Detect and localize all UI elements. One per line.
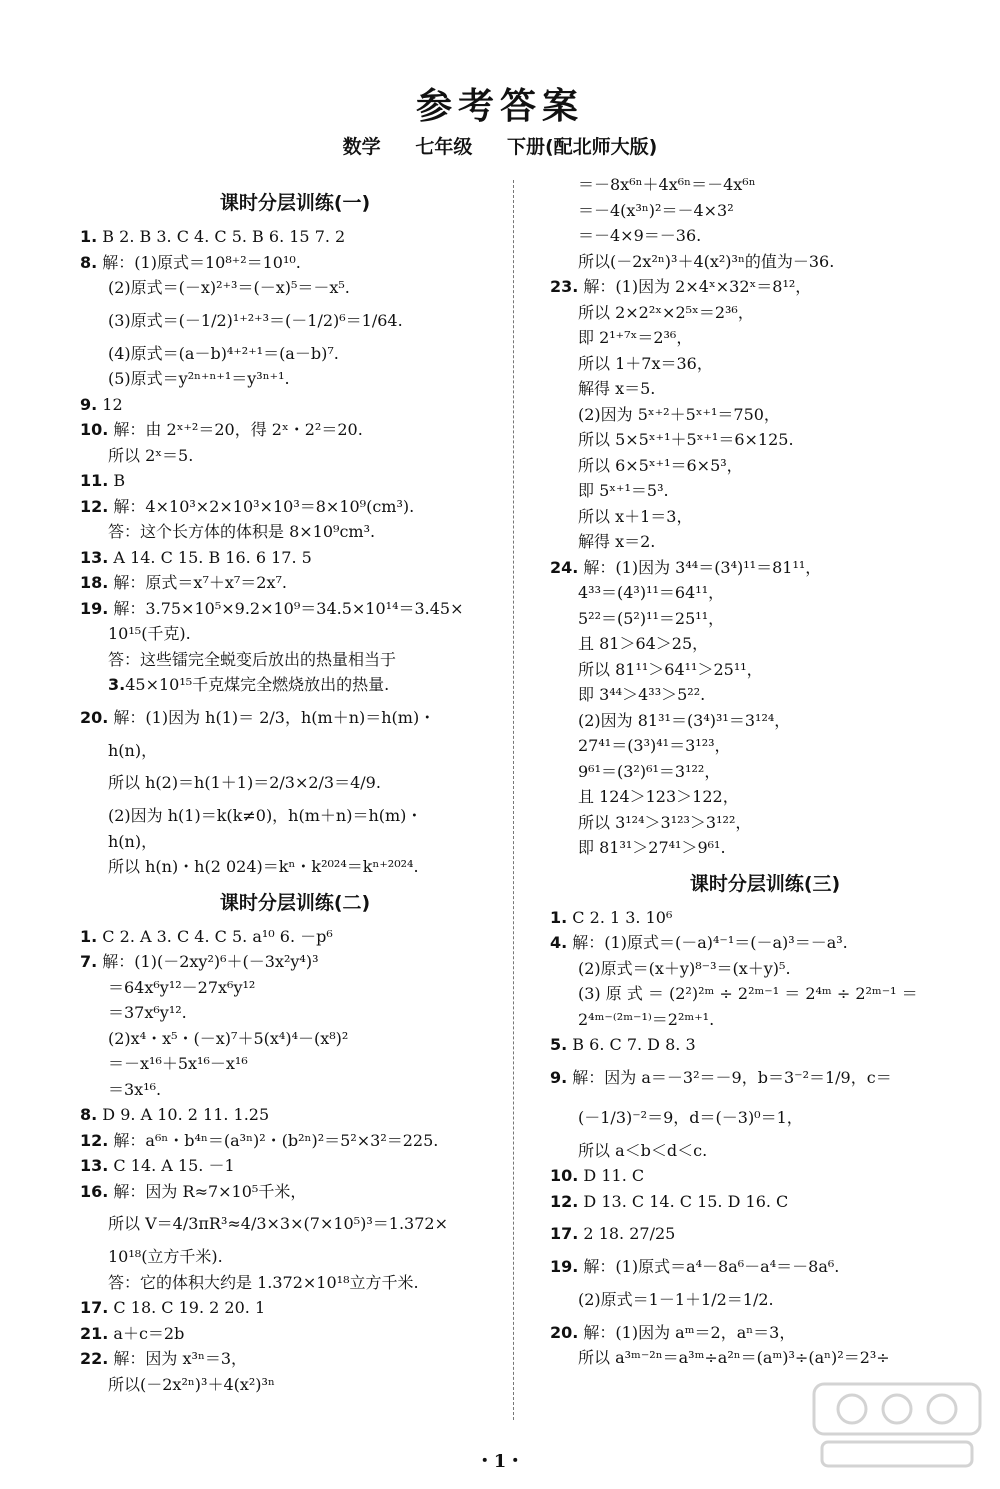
answer-line: h(n)， xyxy=(108,740,158,760)
answer-line xyxy=(80,1153,510,1179)
question-number: 20. xyxy=(550,1322,579,1342)
answer-line: (2)x⁴・x⁵・(－x)⁷＋5(x⁴)⁴－(x⁸)² xyxy=(108,1028,349,1048)
answer-line xyxy=(80,672,510,698)
answer-line: 所以 2×2²ˣ×2⁵ˣ＝2³⁶， xyxy=(578,302,754,322)
section-heading: 课时分层训练(一) xyxy=(219,192,371,214)
answer-text: 解：(1)原式＝10⁸⁺²＝10¹⁰. xyxy=(97,252,301,272)
question-number: 18. xyxy=(80,573,109,592)
answer-text: B 2. B 3. C 4. C 5. B 6. 15 7. 2 xyxy=(97,227,346,246)
answer-line xyxy=(80,224,510,250)
answer-line xyxy=(80,1102,510,1128)
answer-text: 解：(1)因为 3⁴⁴＝(3⁴)¹¹＝81¹¹， xyxy=(578,557,822,577)
answer-text: 解：(1)因为 aᵐ＝2，aⁿ＝3， xyxy=(578,1322,796,1342)
answer-line xyxy=(550,905,980,931)
left-answer-column xyxy=(80,180,510,1397)
answer-line: 解得 x＝5. xyxy=(578,379,656,398)
answer-line: 27⁴¹＝(3³)⁴¹＝3¹²³， xyxy=(578,736,731,755)
answer-line xyxy=(80,545,510,571)
answer-line xyxy=(550,1254,980,1280)
answer-line: ＝－4×9＝－36. xyxy=(578,226,702,245)
answer-line: 9⁶¹＝(3²)⁶¹＝3¹²²， xyxy=(578,761,721,781)
answer-line xyxy=(80,494,510,520)
question-number: 8. xyxy=(80,252,98,272)
page-number: ・1・ xyxy=(475,1451,525,1472)
question-number: 19. xyxy=(80,598,109,618)
answer-text: 解：4×10³×2×10³×10³＝8×10⁹(cm³). xyxy=(108,496,415,516)
right-answer-column xyxy=(550,172,980,1371)
question-number: 13. xyxy=(80,547,109,567)
question-number: 5. xyxy=(550,1035,568,1054)
question-number: 1. xyxy=(550,907,568,927)
answer-line xyxy=(550,1189,980,1215)
question-number: 8. xyxy=(80,1105,98,1124)
answer-line: 即 81³¹＞27⁴¹＞9⁶¹. xyxy=(578,838,726,857)
section-heading: 课时分层训练(二) xyxy=(219,891,371,914)
answer-text: 解：(1)因为 2×4ˣ×32ˣ＝8¹²， xyxy=(578,277,812,296)
answer-text: B 6. C 7. D 8. 3 xyxy=(567,1035,696,1054)
answer-text: 解：因为 x³ⁿ＝3， xyxy=(108,1349,248,1368)
answer-line xyxy=(550,1163,980,1189)
answer-line: (2)因为 h(1)＝k(k≠0)，h(m＋n)＝h(m)・ xyxy=(108,806,423,825)
answer-text: C 18. C 19. 2 20. 1 xyxy=(108,1298,266,1317)
answer-line: 所以 a³ᵐ⁻²ⁿ＝a³ᵐ÷a²ⁿ＝(aᵐ)³÷(aⁿ)²＝2³÷ xyxy=(578,1348,890,1367)
answer-text: 解：因为 R≈7×10⁵千米， xyxy=(108,1181,307,1201)
question-number: 12. xyxy=(550,1191,579,1211)
answer-text: D 9. A 10. 2 11. 1.25 xyxy=(97,1105,270,1124)
answer-line: 且 124＞123＞122， xyxy=(578,787,739,806)
grade-label: 七年级 xyxy=(415,136,473,158)
question-number: 17. xyxy=(80,1298,109,1317)
answer-line: 5²²＝(5²)¹¹＝25¹¹， xyxy=(578,608,725,628)
answer-line: 所以 x＋1＝3， xyxy=(578,506,693,526)
answer-line: ＝37x⁶y¹². xyxy=(108,1003,187,1022)
answer-text: 解：3.75×10⁵×9.2×10⁹＝34.5×10¹⁴＝3.45× xyxy=(108,598,464,618)
page-title: 参考答案 xyxy=(415,86,584,127)
answer-text: A 14. C 15. B 16. 6 17. 5 xyxy=(108,547,312,567)
answer-line: 所以 V＝4/3πR³≈4/3×3×(7×10⁵)³＝1.372× xyxy=(108,1214,448,1233)
answer-line: ＝－4(x³ⁿ)²＝－4×3² xyxy=(578,200,734,220)
answer-line xyxy=(80,1346,510,1372)
answer-line: 10¹⁵(千克). xyxy=(108,624,191,643)
answer-text: C 2. 1 3. 10⁶ xyxy=(567,907,673,927)
answer-line: ＝－8x⁶ⁿ＋4x⁶ⁿ＝－4x⁶ⁿ xyxy=(578,175,756,194)
answer-text: 解：(1)因为 h(1)＝ 2/3，h(m＋n)＝h(m)・ xyxy=(108,707,436,727)
answer-line: 即 2¹⁺⁷ˣ＝2³⁶， xyxy=(578,328,693,347)
answer-line: 所以 1＋7x＝36， xyxy=(578,353,713,373)
answer-line xyxy=(80,570,510,596)
answer-line xyxy=(80,698,510,738)
answer-line: ＝－x¹⁶＋5x¹⁶－x¹⁶ xyxy=(108,1054,248,1073)
answer-line: h(n)， xyxy=(108,831,158,851)
question-number: 9. xyxy=(550,1067,568,1087)
question-number: 12. xyxy=(80,1130,109,1150)
answer-text: 45×10¹⁵千克煤完全燃烧放出的热量. xyxy=(125,675,390,694)
answer-line: ＝64x⁶y¹²－27x⁶y¹² xyxy=(108,977,256,997)
answer-line xyxy=(550,930,980,956)
answer-line: 答：它的体积大约是 1.372×10¹⁸立方千米. xyxy=(108,1272,419,1292)
question-number: 16. xyxy=(80,1181,109,1201)
answer-line xyxy=(550,555,980,581)
answer-line: (5)原式＝y²ⁿ⁺ⁿ⁺¹＝y³ⁿ⁺¹. xyxy=(108,369,290,388)
answer-text: 解：原式＝x⁷＋x⁷＝2x⁷. xyxy=(108,573,288,592)
question-number: 20. xyxy=(80,707,109,727)
answer-line: 所以 2ˣ＝5. xyxy=(108,445,194,465)
question-number: 10. xyxy=(550,1166,579,1185)
answer-line xyxy=(80,417,510,443)
answer-line xyxy=(80,392,510,418)
answer-line: 10¹⁸(立方千米). xyxy=(108,1247,223,1266)
question-number: 21. xyxy=(80,1323,109,1343)
column-divider xyxy=(513,180,514,1420)
question-number: 3. xyxy=(108,675,126,694)
answer-line: 答：这些镭完全蜕变后放出的热量相当于 xyxy=(108,649,397,669)
answer-text: D 13. C 14. C 15. D 16. C xyxy=(578,1191,789,1211)
answer-line: (4)原式＝(a－b)⁴⁺²⁺¹＝(a－b)⁷. xyxy=(108,343,339,363)
question-number: 19. xyxy=(550,1257,579,1276)
answer-line: 答：这个长方体的体积是 8×10⁹cm³. xyxy=(108,522,376,541)
answer-text: 解：a⁶ⁿ・b⁴ⁿ＝(a³ⁿ)²・(b²ⁿ)²＝5²×3²＝225. xyxy=(108,1130,439,1150)
question-number: 13. xyxy=(80,1156,109,1175)
page-subtitle xyxy=(0,132,1000,159)
answer-line xyxy=(80,1295,510,1321)
answer-text: C 2. A 3. C 4. C 5. a¹⁰ 6. －p⁶ xyxy=(97,926,333,946)
answer-line: (2)原式＝1－1＋1/2＝1/2. xyxy=(578,1289,774,1309)
answer-line xyxy=(80,468,510,494)
question-number: 4. xyxy=(550,933,568,952)
answer-line: 所以 6×5ˣ⁺¹＝6×5³， xyxy=(578,455,743,475)
answer-text: 解：(1)(－2xy²)⁶＋(－3x²y⁴)³ xyxy=(97,952,319,971)
question-number: 9. xyxy=(80,394,98,414)
question-number: 12. xyxy=(80,496,109,516)
answer-line: ＝3x¹⁶. xyxy=(108,1079,162,1099)
answer-line xyxy=(80,1179,510,1205)
answer-line: (－1/3)⁻²＝9，d＝(－3)⁰＝1， xyxy=(578,1107,803,1127)
answer-line xyxy=(80,1321,510,1347)
answer-text: 解：由 2ˣ⁺²＝20，得 2ˣ・2²＝20. xyxy=(108,420,363,439)
watermark-logo-icon xyxy=(812,1380,982,1470)
answer-line xyxy=(80,596,510,622)
answer-line: (3)原式＝(－1/2)¹⁺²⁺³＝(－1/2)⁶＝1/64. xyxy=(108,310,403,330)
answer-text: C 14. A 15. －1 xyxy=(108,1156,235,1175)
volume-label: 下册(配北师大版) xyxy=(506,136,658,158)
question-number: 1. xyxy=(80,926,98,946)
answer-text: 解：(1)原式＝(－a)⁴⁻¹＝(－a)³＝－a³. xyxy=(567,933,848,952)
answer-line: 解得 x＝2. xyxy=(578,532,656,551)
question-number: 17. xyxy=(550,1224,579,1243)
question-number: 22. xyxy=(80,1349,109,1368)
subject-label: 数学 xyxy=(342,136,381,158)
answer-line xyxy=(80,250,510,276)
answer-text: D 11. C xyxy=(578,1166,645,1185)
answer-line: 2⁴ᵐ⁻⁽²ᵐ⁻¹⁾＝2²ᵐ⁺¹. xyxy=(578,1009,715,1029)
answer-line: 所以(－2x²ⁿ)³＋4(x²)³ⁿ xyxy=(108,1374,275,1394)
question-number: 1. xyxy=(80,227,98,246)
answer-line: 所以 5×5ˣ⁺¹＋5ˣ⁺¹＝6×125. xyxy=(578,430,794,449)
answer-text: B xyxy=(108,471,126,490)
answer-line: 所以 a＜b＜d＜c. xyxy=(578,1140,708,1160)
answer-text: a＋c＝2b xyxy=(108,1323,185,1343)
question-number: 11. xyxy=(80,471,109,490)
answer-line xyxy=(80,949,510,975)
question-number: 23. xyxy=(550,277,579,296)
answer-line: 4³³＝(4³)¹¹＝64¹¹， xyxy=(578,583,725,602)
question-number: 24. xyxy=(550,557,579,577)
answer-text: 12 xyxy=(97,394,123,414)
answer-line: 且 81＞64＞25， xyxy=(578,634,709,653)
answer-line: (2)原式＝(－x)²⁺³＝(－x)⁵＝－x⁵. xyxy=(108,278,350,297)
answer-line: 所以 81¹¹＞64¹¹＞25¹¹， xyxy=(578,659,763,679)
answer-line: 所以(－2x²ⁿ)³＋4(x²)³ⁿ的值为－36. xyxy=(578,251,835,271)
answer-line: (2)因为 5ˣ⁺²＋5ˣ⁺¹＝750， xyxy=(578,404,780,424)
answer-line: (2)原式＝(x＋y)⁸⁻³＝(x＋y)⁵. xyxy=(578,958,791,978)
answer-line xyxy=(80,924,510,950)
answer-line: 所以 h(2)＝h(1＋1)＝2/3×2/3＝4/9. xyxy=(108,773,381,792)
question-number: 10. xyxy=(80,420,109,439)
section-heading: 课时分层训练(三) xyxy=(689,872,841,895)
answer-line xyxy=(550,1032,980,1058)
answer-line: 即 5ˣ⁺¹＝5³. xyxy=(578,481,669,500)
answer-line: (3) 原 式 ＝ (2²)²ᵐ ÷ 2²ᵐ⁻¹ ＝ 2⁴ᵐ ÷ 2²ᵐ⁻¹ ＝ xyxy=(578,984,918,1003)
answer-line: (2)因为 81³¹＝(3⁴)³¹＝3¹²⁴， xyxy=(578,710,791,730)
answer-line: 所以 3¹²⁴＞3¹²³＞3¹²²， xyxy=(578,812,752,832)
answer-line: 所以 h(n)・h(2 024)＝kⁿ・k²⁰²⁴＝kⁿ⁺²⁰²⁴. xyxy=(108,857,419,876)
answer-text: 解：因为 a＝－3²＝－9，b＝3⁻²＝1/9，c＝ xyxy=(567,1067,892,1087)
answer-line xyxy=(80,1128,510,1154)
question-number: 7. xyxy=(80,952,98,971)
answer-text: 解：(1)原式＝a⁴－8a⁶－a⁴＝－8a⁶. xyxy=(578,1257,840,1276)
answer-line: 即 3⁴⁴＞4³³＞5²². xyxy=(578,685,706,704)
answer-line xyxy=(550,1320,980,1346)
answer-text: 2 18. 27/25 xyxy=(578,1224,676,1243)
answer-line xyxy=(550,1058,980,1098)
answer-line xyxy=(550,1214,980,1254)
answer-line xyxy=(550,274,980,300)
